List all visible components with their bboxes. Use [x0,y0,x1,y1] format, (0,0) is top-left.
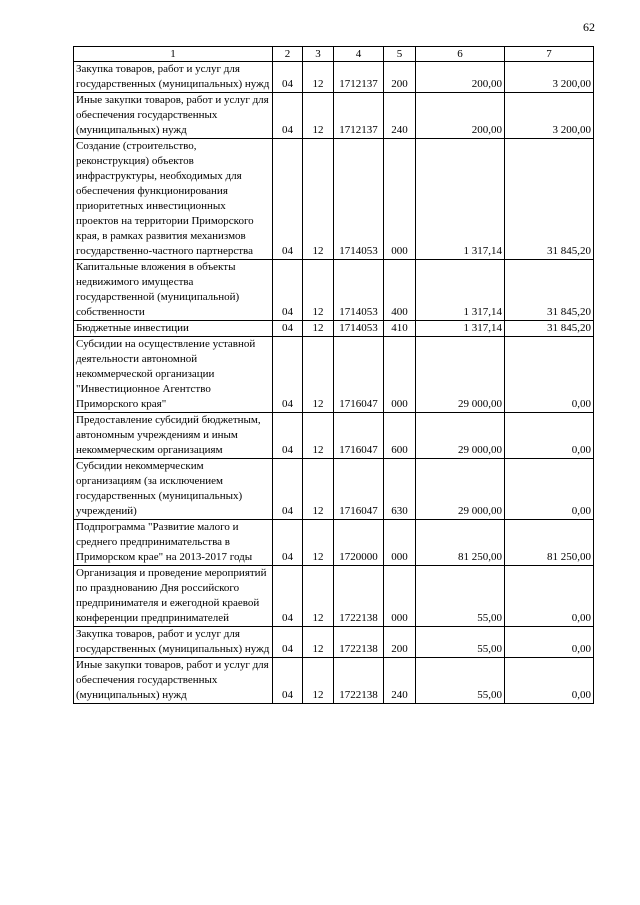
expense-type-cell: 240 [384,93,416,139]
amount-col6-cell: 55,00 [416,658,505,704]
expense-type-cell: 400 [384,260,416,321]
section-code-cell: 04 [273,337,303,413]
expense-type-cell: 630 [384,459,416,520]
header-cell: 3 [303,47,334,62]
subsection-code-cell: 12 [303,93,334,139]
expense-type-cell: 000 [384,337,416,413]
amount-col6-cell: 1 317,14 [416,139,505,260]
row-name-cell: Создание (строительство, реконструкция) объектов инфраструктуры, необходимых для обеспечения функционирования приоритетных инвестиционных проектов на территории Приморского края, в рамках развития механизмов государственно-частного партнерства [74,139,273,260]
section-code-cell: 04 [273,520,303,566]
amount-col6-cell: 1 317,14 [416,260,505,321]
amount-col6-cell: 29 000,00 [416,413,505,459]
amount-col6-cell: 55,00 [416,566,505,627]
row-name-cell: Иные закупки товаров, работ и услуг для обеспечения государственных (муниципальных) нужд [74,658,273,704]
amount-col7-cell: 0,00 [505,413,594,459]
amount-col6-cell: 200,00 [416,93,505,139]
subsection-code-cell: 12 [303,62,334,93]
row-name-cell: Подпрограмма "Развитие малого и среднего предпринимательства в Приморском крае" на 2013-2017 годы [74,520,273,566]
amount-col7-cell: 0,00 [505,566,594,627]
target-code-cell: 1712137 [334,93,384,139]
section-code-cell: 04 [273,321,303,337]
amount-col7-cell: 31 845,20 [505,260,594,321]
amount-col7-cell: 0,00 [505,658,594,704]
subsection-code-cell: 12 [303,627,334,658]
table-row [74,459,594,520]
amount-col7-cell: 0,00 [505,337,594,413]
subsection-code-cell: 12 [303,658,334,704]
target-code-cell: 1720000 [334,520,384,566]
header-cell: 7 [505,47,594,62]
section-code-cell: 04 [273,658,303,704]
table-row [74,337,594,413]
expense-type-cell: 200 [384,62,416,93]
section-code-cell: 04 [273,459,303,520]
row-name-cell: Субсидии на осуществление уставной деятельности автономной некоммерческой организации "Инвестиционное Агентство Приморского края" [74,337,273,413]
amount-col7-cell: 81 250,00 [505,520,594,566]
header-cell: 6 [416,47,505,62]
table-row [74,260,594,321]
row-name-cell: Иные закупки товаров, работ и услуг для обеспечения государственных (муниципальных) нужд [74,93,273,139]
subsection-code-cell: 12 [303,260,334,321]
expense-type-cell: 410 [384,321,416,337]
table-row [74,520,594,566]
section-code-cell: 04 [273,62,303,93]
header-cell: 5 [384,47,416,62]
target-code-cell: 1722138 [334,566,384,627]
row-name-cell: Организация и проведение мероприятий по празднованию Дня российского предпринимателя и ежегодной краевой конференции предпринимателей [74,566,273,627]
table-row [74,93,594,139]
subsection-code-cell: 12 [303,139,334,260]
header-cell: 1 [74,47,273,62]
page-number: 62 [583,20,595,34]
expense-type-cell: 240 [384,658,416,704]
amount-col7-cell: 0,00 [505,459,594,520]
subsection-code-cell: 12 [303,520,334,566]
table-row [74,413,594,459]
expense-type-cell: 600 [384,413,416,459]
table-row [74,566,594,627]
target-code-cell: 1716047 [334,337,384,413]
table-row [74,62,594,93]
amount-col6-cell: 29 000,00 [416,459,505,520]
row-name-cell: Бюджетные инвестиции [74,321,273,337]
target-code-cell: 1716047 [334,459,384,520]
subsection-code-cell: 12 [303,566,334,627]
table-body [74,62,594,704]
expense-type-cell: 000 [384,520,416,566]
expense-type-cell: 000 [384,139,416,260]
table-row [74,139,594,260]
row-name-cell: Предоставление субсидий бюджетным, автономным учреждениям и иным некоммерческим организациям [74,413,273,459]
section-code-cell: 04 [273,93,303,139]
target-code-cell: 1722138 [334,658,384,704]
row-name-cell: Закупка товаров, работ и услуг для государственных (муниципальных) нужд [74,62,273,93]
subsection-code-cell: 12 [303,413,334,459]
amount-col6-cell: 55,00 [416,627,505,658]
table-row [74,321,594,337]
amount-col7-cell: 0,00 [505,627,594,658]
amount-col6-cell: 29 000,00 [416,337,505,413]
target-code-cell: 1716047 [334,413,384,459]
row-name-cell: Капитальные вложения в объекты недвижимого имущества государственной (муниципальной) собственности [74,260,273,321]
target-code-cell: 1714053 [334,139,384,260]
expense-type-cell: 200 [384,627,416,658]
target-code-cell: 1714053 [334,321,384,337]
budget-table [73,46,594,704]
section-code-cell: 04 [273,139,303,260]
section-code-cell: 04 [273,566,303,627]
amount-col6-cell: 200,00 [416,62,505,93]
expense-type-cell: 000 [384,566,416,627]
subsection-code-cell: 12 [303,321,334,337]
header-cell: 2 [273,47,303,62]
table-row [74,658,594,704]
section-code-cell: 04 [273,260,303,321]
amount-col7-cell: 31 845,20 [505,139,594,260]
amount-col7-cell: 31 845,20 [505,321,594,337]
row-name-cell: Закупка товаров, работ и услуг для государственных (муниципальных) нужд [74,627,273,658]
section-code-cell: 04 [273,627,303,658]
subsection-code-cell: 12 [303,459,334,520]
header-cell: 4 [334,47,384,62]
row-name-cell: Субсидии некоммерческим организациям (за исключением государственных (муниципальных) учреждений) [74,459,273,520]
target-code-cell: 1714053 [334,260,384,321]
amount-col7-cell: 3 200,00 [505,62,594,93]
amount-col6-cell: 81 250,00 [416,520,505,566]
target-code-cell: 1712137 [334,62,384,93]
section-code-cell: 04 [273,413,303,459]
table-row [74,627,594,658]
header-row [74,47,594,62]
amount-col6-cell: 1 317,14 [416,321,505,337]
amount-col7-cell: 3 200,00 [505,93,594,139]
target-code-cell: 1722138 [334,627,384,658]
subsection-code-cell: 12 [303,337,334,413]
